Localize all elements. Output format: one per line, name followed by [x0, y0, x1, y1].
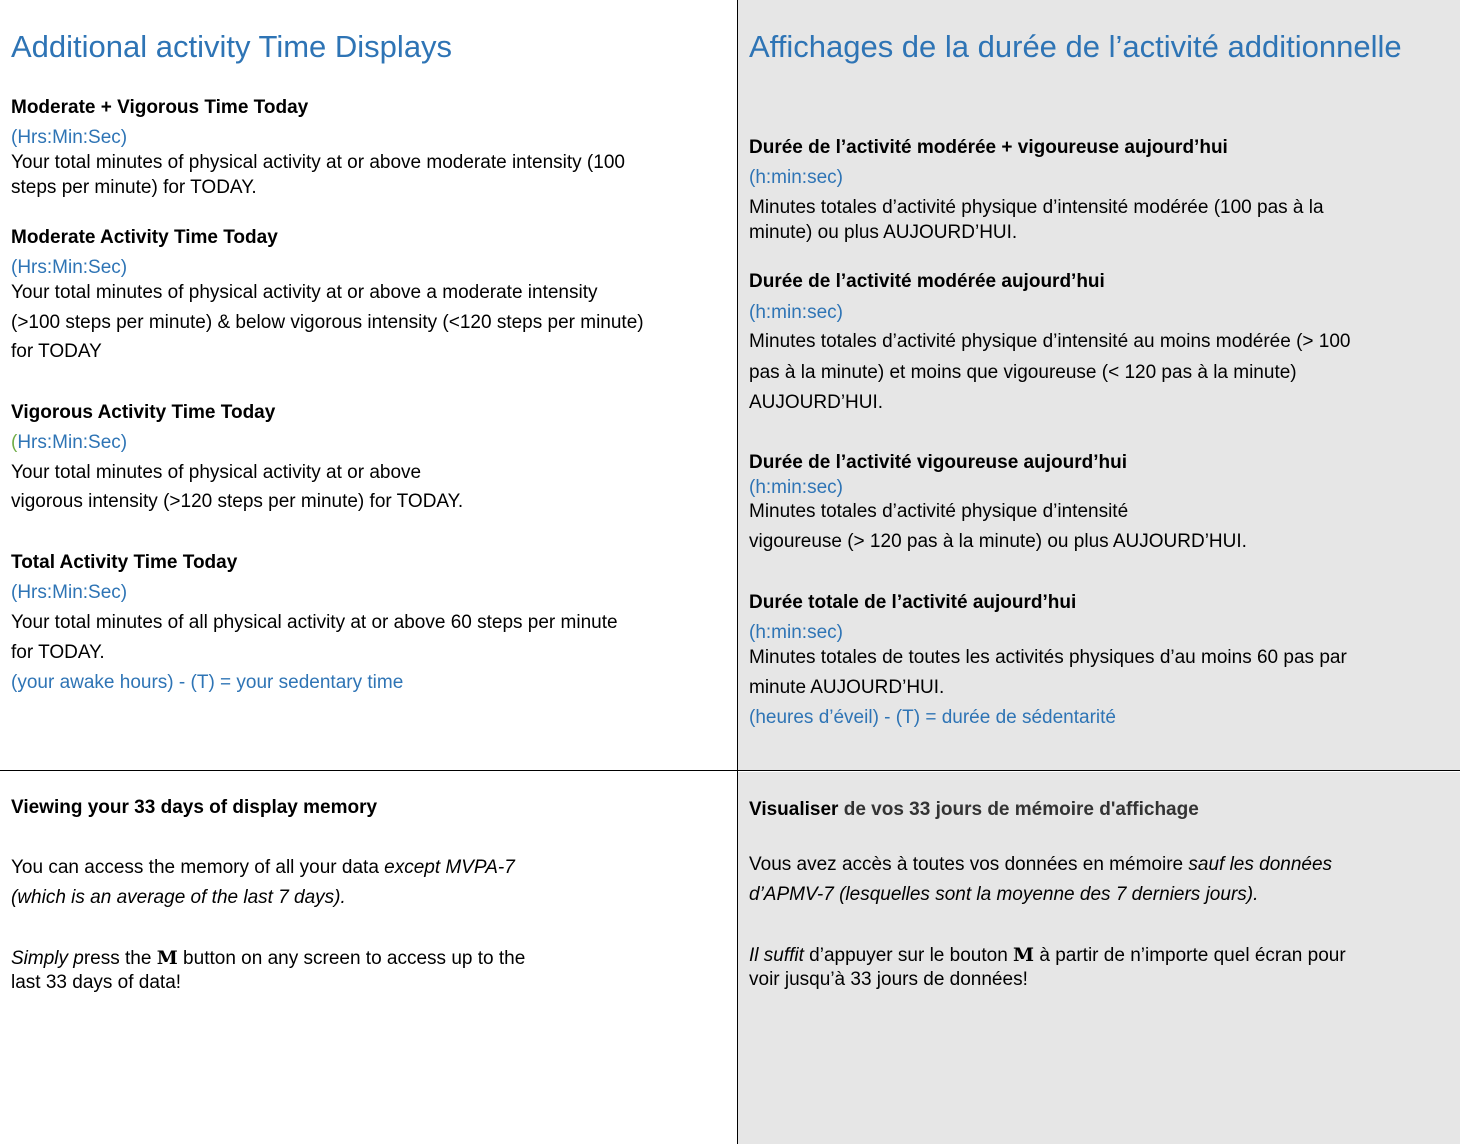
section-heading: Total Activity Time Today: [11, 552, 238, 573]
units-label: (h:min:sec): [749, 302, 843, 323]
description-line: Minutes totales de toutes les activités physiques d’au moins 60 pas par: [749, 647, 1347, 668]
memory-heading: Visualiser de vos 33 jours de mémoire d'affichage: [749, 799, 1199, 820]
m-button-label: M: [156, 947, 178, 969]
memory-paragraph-line: Simply press the M button on any screen to access up to the: [11, 947, 526, 969]
section-heading: Moderate + Vigorous Time Today: [11, 97, 309, 118]
section-heading: Durée de l’activité modérée + vigoureuse aujourd’hui: [749, 137, 1228, 158]
memory-paragraph-line: d’APMV-7 (lesquelles sont la moyenne des 7 derniers jours).: [749, 884, 1259, 905]
description-line: Minutes totales d’activité physique d’intensité: [749, 501, 1129, 522]
description-line: Your total minutes of physical activity at or above: [11, 462, 422, 483]
page-title: Additional activity Time Displays: [11, 29, 453, 64]
memory-heading: Viewing your 33 days of display memory: [11, 797, 378, 818]
units-label: (Hrs:Min:Sec): [11, 257, 128, 278]
units-label: (h:min:sec): [749, 167, 843, 188]
description-line: for TODAY.: [11, 642, 105, 663]
m-button-label: M: [1013, 944, 1035, 966]
memory-paragraph-line: voir jusqu’à 33 jours de données!: [749, 969, 1028, 990]
description-line: AUJOURD’HUI.: [749, 392, 884, 413]
memory-paragraph-line: (which is an average of the last 7 days).: [11, 887, 346, 908]
description-line: Your total minutes of physical activity at or above moderate intensity (100: [11, 152, 625, 173]
section-heading: Moderate Activity Time Today: [11, 227, 278, 248]
description-line: Minutes totales d’activité physique d’intensité modérée (100 pas à la: [749, 197, 1324, 218]
memory-paragraph-line: You can access the memory of all your data except MVPA-7: [11, 857, 515, 878]
description-line: vigorous intensity (>120 steps per minute) for TODAY.: [11, 491, 464, 512]
description-line: steps per minute) for TODAY.: [11, 177, 257, 198]
units-label: (Hrs:Min:Sec): [11, 127, 128, 148]
section-heading: Durée totale de l’activité aujourd’hui: [749, 592, 1077, 613]
memory-paragraph-line: Vous avez accès à toutes vos données en mémoire sauf les données: [749, 854, 1333, 875]
section-heading: Vigorous Activity Time Today: [11, 402, 276, 423]
description-line: pas à la minute) et moins que vigoureuse (< 120 pas à la minute): [749, 362, 1297, 383]
description-line: (>100 steps per minute) & below vigorous intensity (<120 steps per minute): [11, 312, 644, 333]
description-line: minute AUJOURD’HUI.: [749, 677, 945, 698]
section-heading: Durée de l’activité modérée aujourd’hui: [749, 271, 1105, 292]
memory-paragraph-line: last 33 days of data!: [11, 972, 182, 993]
sedentary-note: (heures d’éveil) - (T) = durée de sédentarité: [749, 707, 1116, 728]
description-line: Minutes totales d’activité physique d’intensité au moins modérée (> 100: [749, 331, 1351, 352]
row-divider: [0, 770, 1460, 771]
description-line: Your total minutes of physical activity at or above a moderate intensity: [11, 282, 598, 303]
description-line: vigoureuse (> 120 pas à la minute) ou plus AUJOURD’HUI.: [749, 531, 1247, 552]
section-heading: Durée de l’activité vigoureuse aujourd’hui: [749, 452, 1127, 473]
column-divider: [737, 0, 738, 1144]
units-label: (h:min:sec): [749, 477, 843, 498]
units-label: (Hrs:Min:Sec): [11, 582, 128, 603]
memory-paragraph-line: Il suffit d’appuyer sur le bouton M à partir de n’importe quel écran pour: [749, 944, 1346, 966]
description-line: minute) ou plus AUJOURD’HUI.: [749, 222, 1018, 243]
sedentary-note: (your awake hours) - (T) = your sedentary time: [11, 672, 404, 693]
page-title-fr: Affichages de la durée de l’activité additionnelle: [749, 29, 1402, 64]
description-line: for TODAY: [11, 341, 102, 362]
description-line: Your total minutes of all physical activity at or above 60 steps per minute: [11, 612, 618, 633]
units-label: (Hrs:Min:Sec): [11, 432, 128, 453]
units-label: (h:min:sec): [749, 622, 843, 643]
